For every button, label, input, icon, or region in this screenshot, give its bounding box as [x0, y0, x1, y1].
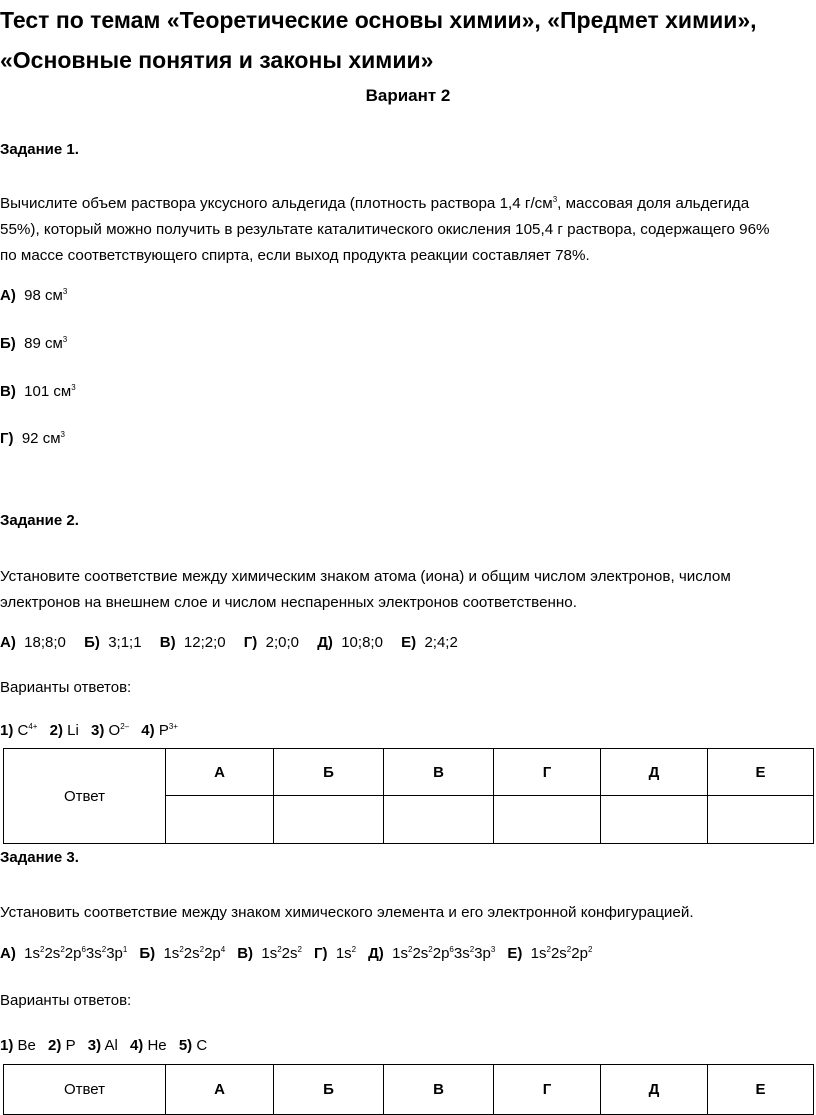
task3-col-d: Г: [494, 1065, 601, 1115]
task2-answers: [0, 722, 186, 739]
task1-option-b: Б) 89 $см^3$: [0, 335, 68, 352]
task3-answer-4: 4) He: [129, 1037, 167, 1054]
task3-answer-table: [3, 1064, 814, 1115]
task2-answer-1: 1) $C^{4+}$: [0, 722, 38, 739]
task3-heading: Задание 3.: [0, 849, 79, 866]
task2-option-e: Д) 10;8;0: [317, 634, 383, 651]
task1-option-c: В) 101 $см^3$: [0, 383, 76, 400]
task3-answers: [0, 1037, 215, 1054]
task1-option-d: Г) 92 $см^3$: [0, 430, 65, 447]
task2-answer-cell-c[interactable]: [384, 796, 494, 844]
task2-answer-table: [3, 748, 814, 844]
variant-heading: Вариант 2: [365, 86, 451, 105]
task3-text: Установить соответствие между знаком химического элемента и его электронной конфигурацией.: [0, 904, 694, 921]
task2-col-e: Д: [601, 749, 708, 796]
task2-option-f: Е) 2;4;2: [401, 634, 458, 651]
task1-heading: Задание 1.: [0, 141, 79, 158]
task2-answer-cell-e[interactable]: [601, 796, 708, 844]
task2-answer-cell-f[interactable]: [708, 796, 814, 844]
task3-col-c: В: [384, 1065, 494, 1115]
task2-option-b: Б) 3;1;1: [84, 634, 142, 651]
task3-option-5: Д) $1s^22s^22p^63s^23p^3$: [368, 945, 496, 962]
task3-answer-2: 2) P: [48, 1037, 76, 1054]
task3-answer-1: 1) Be: [0, 1037, 36, 1054]
task2-options: [0, 634, 472, 651]
task2-col-d: Г: [494, 749, 601, 796]
task2-answer-cell-d[interactable]: [494, 796, 601, 844]
title-line-1: Тест по темам «Теоретические основы химии», «Предмет химии»,: [0, 7, 757, 33]
task3-answer-5: 5) C: [178, 1037, 208, 1054]
task1-text: Вычислите объем раствора уксусного альдегида (плотность раствора 1,4 $г/см^3$, массовая доля альдегида 55%), который можно получить в результате каталитического окисления 105,4 г раствора, содержащего 96% по массе соответствующего спирта, если выход продукта реакции составляет 78%.: [0, 195, 770, 264]
task3-answer-label: Ответ: [4, 1065, 166, 1115]
task2-col-c: В: [384, 749, 494, 796]
task2-col-b: Б: [274, 749, 384, 796]
title-line-2: «Основные понятия и законы химии»: [0, 47, 434, 73]
task2-option-c: В) 12;2;0: [159, 634, 226, 651]
task3-option-4: Г) $1s^2$: [313, 945, 357, 962]
task2-heading: Задание 2.: [0, 512, 79, 529]
task3-option-2: Б) $1s^22s^22p^4$: [139, 945, 226, 962]
task3-options: [0, 945, 604, 962]
task2-option-d: Г) 2;0;0: [243, 634, 300, 651]
task2-text: Установите соответствие между химическим знаком атома (иона) и общим числом электронов, числом электронов на внешнем слое и числом неспаренных электронов соответственно.: [0, 568, 731, 611]
task3-col-f: Е: [708, 1065, 814, 1115]
task2-answer-4: 4) $P^{3+}$: [141, 722, 178, 739]
task2-answer-cell-b[interactable]: [274, 796, 384, 844]
task3-col-e: Д: [601, 1065, 708, 1115]
task2-option-a: А) 18;8;0: [0, 634, 66, 651]
task3-col-a: А: [166, 1065, 274, 1115]
task2-answer-3: 3) $O^{2-}$: [91, 722, 130, 739]
task3-option-3: В) $1s^22s^2$: [237, 945, 302, 962]
task3-option-1: А) $1s^22s^22p^63s^23p^1$: [0, 945, 128, 962]
task3-answers-label: Варианты ответов:: [0, 992, 132, 1009]
task3-answer-3: 3) Al: [87, 1037, 118, 1054]
task2-col-f: Е: [708, 749, 814, 796]
task2-answers-label: Варианты ответов:: [0, 679, 132, 696]
task2-answer-cell-a[interactable]: [166, 796, 274, 844]
task2-answer-label: Ответ: [4, 749, 166, 844]
task3-option-6: Е) $1s^22s^22p^2$: [507, 945, 593, 962]
task2-col-a: А: [166, 749, 274, 796]
document-title: [0, 0, 816, 80]
task2-answer-2: 2) Li: [49, 722, 79, 739]
task3-col-b: Б: [274, 1065, 384, 1115]
task1-option-a: А) 98 $см^3$: [0, 287, 68, 304]
